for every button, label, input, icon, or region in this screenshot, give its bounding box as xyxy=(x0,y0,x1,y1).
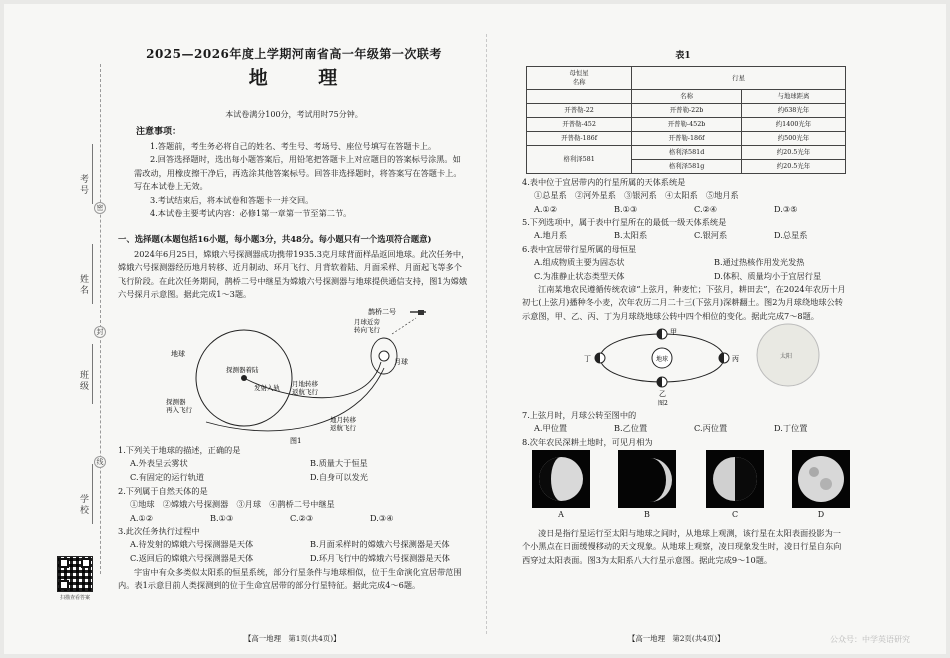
fig1-label-return-1: 月地转移 xyxy=(292,380,318,388)
table-header xyxy=(527,90,632,104)
return-trajectory xyxy=(206,368,384,431)
option[interactable]: A.甲位置 xyxy=(534,423,568,434)
sun-label: 太阳 xyxy=(780,353,793,360)
option[interactable]: D.丁位置 xyxy=(774,423,808,434)
fig2-label-yi: 乙 xyxy=(659,390,666,398)
figure-2 xyxy=(582,322,742,406)
seal-dot-feng: 封 xyxy=(94,326,106,338)
table-title: 表1 xyxy=(675,51,691,61)
page-2 xyxy=(518,4,848,654)
seal-dot-xian: 线 xyxy=(94,456,106,468)
question-stem: 3.此次任务执行过程中 xyxy=(118,526,200,536)
notice-item: 2.回答选择题时，选出每小题答案后，用铅笔把答题卡上对应题目的答案标号涂黑。如需改动，用橡皮擦干净后，再选涂其他答案标号。回答非选择题时，将答案写在答题卡上。写在本试卷上无效。 xyxy=(134,154,462,192)
passage-4: 凌日是指行星运行至太阳与地球之间时，从地球上观测，该行星在太阳表面投影为一个小黑点在日面缓慢移动的天文现象。从地球上观察，凌日现象发生时，凌日行星自东向西穿过太阳表面。图3为太阳系八大行星示意图。据此完成9～10题。 xyxy=(522,528,842,565)
option[interactable]: D.总星系 xyxy=(774,230,808,241)
question-8 xyxy=(522,436,848,449)
strip-label-class: 班级 xyxy=(78,370,88,392)
moon-ding-shade xyxy=(595,353,600,363)
fig1-label-transfer-1: 地月转移 xyxy=(330,416,356,424)
strip-label-exam-id: 考号 xyxy=(78,174,88,196)
passage-3: 江南某地农民遵循传统农谚“上弦月，种麦忙；下弦月，耕田去”，在2024年农历十月初七(上弦月)播种冬小麦，次年农历二月二十三(下弦月)深耕翻土。图2为月球绕地球公转示意图，甲、乙、丙、丁为月球绕地球公转中四个相位的变化。据此完成7～8题。 xyxy=(522,284,846,321)
planet-table xyxy=(526,66,846,174)
option[interactable]: A.组成物质主要为固态状 xyxy=(534,257,625,268)
table-row: 开普勒-186f 开普勒-186f 约500光年 xyxy=(527,132,846,146)
option[interactable]: C.②④ xyxy=(694,203,718,214)
option[interactable]: A.待发射的嫦娥六号探测器是天体 xyxy=(130,539,254,550)
subject-title: 地 理 xyxy=(248,67,360,89)
seal-line xyxy=(100,64,101,574)
question-stem: 6.表中宜居带行星所属的母恒星 xyxy=(522,244,637,254)
option[interactable]: A.外表呈云雾状 xyxy=(130,458,188,469)
exam-sheet xyxy=(4,4,946,654)
fig2-label-earth: 地球 xyxy=(656,356,669,363)
question-3 xyxy=(118,525,470,565)
option[interactable]: B.月面采样时的嫦娥六号探测器是天体 xyxy=(310,539,450,550)
seal-dot-mi: 密 xyxy=(94,202,106,214)
option[interactable]: B.乙位置 xyxy=(614,423,648,434)
fig1-label-launch: 发射入轨 xyxy=(254,384,280,392)
option[interactable]: B.质量大于恒星 xyxy=(310,458,368,469)
moon-photo-a[interactable] xyxy=(532,450,590,508)
table-header: 行星 xyxy=(632,67,846,90)
fig1-label-moon: 月球 xyxy=(394,358,408,366)
relay-link-line xyxy=(392,318,416,334)
exam-meta: 本试卷满分100分，考试用时75分钟。 xyxy=(225,110,363,119)
moon-phase-options xyxy=(526,450,844,520)
notice-item: 4.本试卷主要考试内容：必修1第一章第一节至第二节。 xyxy=(150,208,352,219)
option[interactable]: C.为准静止状态类型天体 xyxy=(534,270,625,281)
passage-1: 2024年6月25日，嫦娥六号探测器成功携带1935.3克月球背面样品返回地球。此次任务中，嫦娥六号探测器经历地月转移、近月制动、环月飞行、月背软着陆、月面采样、月面起飞等多个飞行阶段。在此次任务期间，鹊桥二号中继星为嫦娥六号探测器与地球提供通信支持，图1为嫦娥六号探月示意图。据此完成1～3题。 xyxy=(118,249,470,300)
fig1-label-lunar-orbit-2: 转向飞行 xyxy=(354,326,380,334)
fig1-label-relay: 鹊桥二号 xyxy=(368,308,396,316)
moon-label-c: C xyxy=(731,510,739,519)
table-row: 开普勒-22 开普勒-22b 约638光年 xyxy=(527,104,846,118)
fig1-label-earth: 地球 xyxy=(171,350,185,358)
table-header: 与地球距离 xyxy=(741,90,845,104)
question-1 xyxy=(118,444,470,484)
question-2 xyxy=(118,485,470,525)
option[interactable]: D.体积、质量均小于宜居行星 xyxy=(714,270,822,281)
option[interactable]: D.③④ xyxy=(370,512,394,523)
page-1 xyxy=(114,4,474,654)
option[interactable]: A.地月系 xyxy=(534,230,568,241)
moon-photo-d[interactable] xyxy=(792,450,850,508)
question-stem: 1.下列关于地球的描述，正确的是 xyxy=(118,445,241,455)
fig2-label-bing: 丙 xyxy=(732,355,739,363)
question-sub: ①地球 ②嫦娥六号探测器 ③月球 ④鹊桥二号中继星 xyxy=(130,499,335,510)
page-footer: 【高一地理 第2页(共4页)】 xyxy=(628,634,725,643)
moon-circle xyxy=(379,351,389,361)
lunar-mission-diagram xyxy=(166,304,426,444)
strip-write-line xyxy=(92,144,93,204)
fig1-label-return-2: 返航飞行 xyxy=(292,388,318,396)
qr-caption: 扫描查看答案 xyxy=(59,595,90,601)
notice-item: 1.答题前，考生务必将自己的姓名、考生号、考场号、座位号填写在答题卡上。 xyxy=(150,141,437,151)
option[interactable]: D.自身可以发光 xyxy=(310,471,368,482)
option[interactable]: D.③⑤ xyxy=(774,203,798,214)
fig2-label-ding: 丁 xyxy=(584,355,591,363)
option[interactable]: B.通过热核作用发光发热 xyxy=(714,257,805,268)
fig2-caption: 图2 xyxy=(658,400,668,406)
fig2-label-jia: 甲 xyxy=(670,328,677,336)
moon-jia-shade xyxy=(657,329,662,339)
moon-bing-shade xyxy=(719,353,724,363)
moon-phase-orbit-diagram xyxy=(582,322,742,406)
table-row: 格利泽581g 约20.5光年 xyxy=(527,160,846,174)
sun-photo xyxy=(756,322,820,388)
moon-label-b: B xyxy=(644,510,650,519)
moon-photo-b[interactable] xyxy=(618,450,676,508)
passage-2: 宇宙中有众多类似太阳系的恒星系统，部分行星条件与地球相似，位于生命演化宜居带范围内。表1示意目前人类探测到的位于生命宜居带的部分行星特征。据此完成4～6题。 xyxy=(118,567,462,591)
strip-label-school: 学校 xyxy=(78,494,88,516)
option[interactable]: C.银河系 xyxy=(694,230,728,241)
table-header: 母恒星 名称 xyxy=(527,67,632,90)
fig1-label-lunar-orbit-1: 月球近旁 xyxy=(354,318,380,326)
exam-title: 2025—2026年度上学期河南省高一年级第一次联考 xyxy=(146,47,442,61)
option[interactable]: A.①② xyxy=(130,512,154,523)
strip-write-line xyxy=(92,464,93,524)
option[interactable]: D.环月飞行中的嫦娥六号探测器是天体 xyxy=(310,552,450,563)
table-row: 格利泽581 格利泽581d 约20.5光年 xyxy=(527,146,846,160)
table-header: 名称 xyxy=(632,90,742,104)
option[interactable]: B.太阳系 xyxy=(614,230,648,241)
question-stem: 5.下列选项中，属于表中行星所在的最低一级天体系统是 xyxy=(522,217,727,227)
strip-write-line xyxy=(92,244,93,304)
watermark: 公众号：中学英语研究 xyxy=(830,635,910,644)
page-divider xyxy=(486,34,487,634)
notice-title: 注意事项： xyxy=(136,127,182,137)
option[interactable]: B.①③ xyxy=(210,512,234,523)
question-4 xyxy=(522,176,848,216)
fig1-label-reentry-1: 探测器 xyxy=(166,398,186,406)
figure-1 xyxy=(166,304,426,444)
moon-yi-shade xyxy=(657,377,662,387)
question-6 xyxy=(522,243,848,283)
relay-satellite-icon xyxy=(410,310,426,315)
option[interactable]: B.①③ xyxy=(614,203,638,214)
question-stem: 7.上弦月时，月球公转至图中的 xyxy=(522,410,637,420)
binding-strip xyxy=(12,4,104,654)
qr-code-image[interactable] xyxy=(57,556,93,592)
moon-label-d: D xyxy=(817,510,825,519)
table-row: 开普勒-452 开普勒-452b 约1400光年 xyxy=(527,118,846,132)
question-sub: ①总星系 ②河外星系 ③银河系 ④太阳系 ⑤地月系 xyxy=(534,190,739,201)
option[interactable]: C.丙位置 xyxy=(694,423,728,434)
section-heading: 一、选择题(本题包括16小题，每小题3分，共48分。每小题只有一个选项符合题意) xyxy=(118,234,432,244)
option[interactable]: C.有固定的运行轨道 xyxy=(130,471,205,482)
page-footer: 【高一地理 第1页(共4页)】 xyxy=(244,634,341,643)
fig1-label-landing: 探测器着陆 xyxy=(226,366,259,374)
notice-list xyxy=(134,140,464,220)
option[interactable]: C.返回后的嫦娥六号探测器是天体 xyxy=(130,552,254,563)
question-stem: 8.次年农民深耕土地时，可见月相为 xyxy=(522,437,653,447)
question-5 xyxy=(522,216,848,243)
option[interactable]: C.②③ xyxy=(290,512,314,523)
fig1-caption: 图1 xyxy=(290,437,302,444)
moon-label-a: A xyxy=(558,510,564,519)
option[interactable]: A.①② xyxy=(534,203,558,214)
question-stem: 4.表中位于宜居带内的行星所属的天体系统是 xyxy=(522,177,686,187)
question-7 xyxy=(522,409,848,436)
moon-photo-c[interactable] xyxy=(706,450,764,508)
fig1-label-reentry-2: 再入飞行 xyxy=(166,406,192,414)
notice-item: 3.考试结束后，将本试卷和答题卡一并交回。 xyxy=(150,194,314,205)
strip-label-name: 姓名 xyxy=(78,274,88,296)
question-stem: 2.下列属于自然天体的是 xyxy=(118,486,208,496)
fig1-label-transfer-2: 返航飞行 xyxy=(330,424,356,432)
strip-write-line xyxy=(92,344,93,404)
